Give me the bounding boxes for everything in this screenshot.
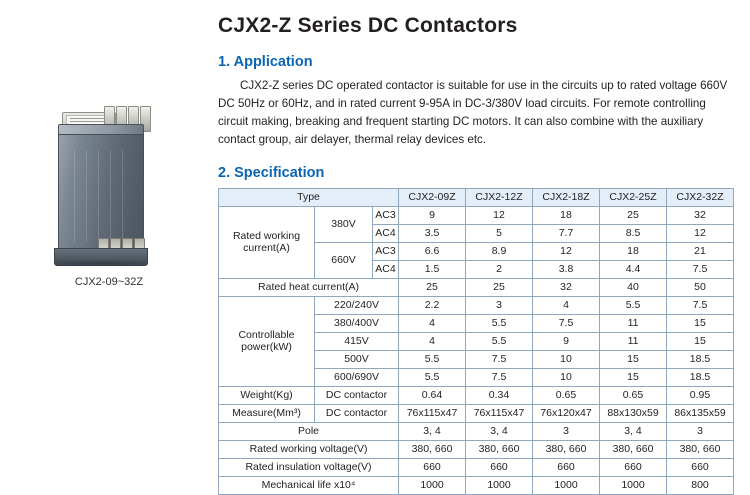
cell: 18 xyxy=(600,242,667,260)
row-sub-600-690v: 600/690V xyxy=(315,368,399,386)
content-column xyxy=(218,0,750,492)
section-number-dot-2: . xyxy=(226,164,235,181)
cell: 3, 4 xyxy=(466,422,533,440)
cell: 4 xyxy=(533,296,600,314)
page-title: CJX2-Z Series DC Contactors xyxy=(218,14,518,37)
cell: 5.5 xyxy=(600,296,667,314)
cell: 15 xyxy=(667,314,734,332)
table-row xyxy=(219,422,734,440)
row-sub-380v: 380V xyxy=(315,206,373,242)
table-header-model-4: CJX2-25Z xyxy=(600,188,667,206)
cell: 4 xyxy=(399,332,466,350)
row-label-rated-working-voltage: Rated working voltage(V) xyxy=(219,440,399,458)
cell: 7.5 xyxy=(667,296,734,314)
table-row xyxy=(219,458,734,476)
row-label-rated-heat-current: Rated heat current(A) xyxy=(219,278,399,296)
cell: 1000 xyxy=(600,476,667,494)
cell: 3.5 xyxy=(399,224,466,242)
cell: 7.7 xyxy=(533,224,600,242)
cell: 3 xyxy=(667,422,734,440)
cell: 380, 660 xyxy=(667,440,734,458)
cell: 5.5 xyxy=(466,314,533,332)
row-label-measure: Measure(Mm³) xyxy=(219,404,315,422)
cell: 3, 4 xyxy=(600,422,667,440)
application-paragraph: CJX2-Z series DC operated contactor is suitable for use in the circuits up to rated voltage 660V DC 50Hz or 60Hz, and in rated current 9-95A in DC-3/380V load circuits. For remote controlling circuit making, breaking and frequent starting DC motors. It can also combine with the auxiliary contact group, air delayer, thermal relay devices etc. xyxy=(218,79,728,146)
cell: 380, 660 xyxy=(600,440,667,458)
table-row xyxy=(219,278,734,296)
cell: 76x120x47 xyxy=(533,404,600,422)
cell: 7.5 xyxy=(667,260,734,278)
row-sub-dc-contactor: DC contactor xyxy=(315,386,399,404)
row-sub-660v: 660V xyxy=(315,242,373,278)
row-cat-ac4: AC4 xyxy=(373,260,399,278)
row-sub-dc-contactor: DC contactor xyxy=(315,404,399,422)
row-label-rated-insulation-voltage: Rated insulation voltage(V) xyxy=(219,458,399,476)
cell: 660 xyxy=(466,458,533,476)
table-header-model-2: CJX2-12Z xyxy=(466,188,533,206)
cell: 660 xyxy=(600,458,667,476)
specification-table xyxy=(218,188,734,495)
table-row xyxy=(219,206,734,224)
cell: 25 xyxy=(600,206,667,224)
table-row xyxy=(219,440,734,458)
cell: 380, 660 xyxy=(399,440,466,458)
cell: 3, 4 xyxy=(399,422,466,440)
cell: 3 xyxy=(533,422,600,440)
table-row xyxy=(219,404,734,422)
cell: 9 xyxy=(533,332,600,350)
cell: 5.5 xyxy=(399,368,466,386)
cell: 1000 xyxy=(533,476,600,494)
cell: 12 xyxy=(533,242,600,260)
cell: 76x115x47 xyxy=(399,404,466,422)
cell: 1000 xyxy=(399,476,466,494)
table-header-type: Type xyxy=(219,188,399,206)
cell: 1.5 xyxy=(399,260,466,278)
cell: 660 xyxy=(399,458,466,476)
row-label-weight: Weight(Kg) xyxy=(219,386,315,404)
section-number-2: 2 xyxy=(218,164,227,181)
cell: 15 xyxy=(667,332,734,350)
cell: 10 xyxy=(533,350,600,368)
cell: 7.5 xyxy=(466,350,533,368)
table-row xyxy=(219,476,734,494)
cell: 5.5 xyxy=(399,350,466,368)
cell: 12 xyxy=(466,206,533,224)
cell: 88x130x59 xyxy=(600,404,667,422)
table-header-model-1: CJX2-09Z xyxy=(399,188,466,206)
cell: 380, 660 xyxy=(533,440,600,458)
cell: 0.64 xyxy=(399,386,466,404)
cell: 0.95 xyxy=(667,386,734,404)
cell: 7.5 xyxy=(466,368,533,386)
photo-shadow xyxy=(50,260,154,266)
cell: 8.9 xyxy=(466,242,533,260)
row-sub-500v: 500V xyxy=(315,350,399,368)
cell: 380, 660 xyxy=(466,440,533,458)
row-cat-ac3: AC3 xyxy=(373,242,399,260)
section-title-specification: Specification xyxy=(234,164,325,181)
cell: 8.5 xyxy=(600,224,667,242)
cell: 2 xyxy=(466,260,533,278)
table-row xyxy=(219,386,734,404)
table-header-model-3: CJX2-18Z xyxy=(533,188,600,206)
cell: 76x115x47 xyxy=(466,404,533,422)
cell: 40 xyxy=(600,278,667,296)
contactor-body-ribs xyxy=(64,150,134,242)
section-title-application: Application xyxy=(233,54,313,70)
cell: 6.6 xyxy=(399,242,466,260)
cell: 11 xyxy=(600,332,667,350)
cell: 7.5 xyxy=(533,314,600,332)
cell: 5.5 xyxy=(466,332,533,350)
cell: 0.34 xyxy=(466,386,533,404)
cell: 32 xyxy=(667,206,734,224)
section-number-dot-1: . xyxy=(226,54,234,70)
cell: 18.5 xyxy=(667,368,734,386)
product-column xyxy=(0,0,218,434)
section-heading-specification xyxy=(218,165,750,181)
product-caption: CJX2-09~32Z xyxy=(74,276,144,288)
row-sub-415v: 415V xyxy=(315,332,399,350)
cell: 800 xyxy=(667,476,734,494)
cell: 660 xyxy=(667,458,734,476)
cell: 660 xyxy=(533,458,600,476)
row-cat-ac3: AC3 xyxy=(373,206,399,224)
row-sub-380-400v: 380/400V xyxy=(315,314,399,332)
cell: 11 xyxy=(600,314,667,332)
cell: 86x135x59 xyxy=(667,404,734,422)
row-label-rated-working-current: Rated working current(A) xyxy=(219,206,315,278)
section-number-1: 1 xyxy=(218,54,227,70)
table-header-model-5: CJX2-32Z xyxy=(667,188,734,206)
cell: 15 xyxy=(600,350,667,368)
cell: 3.8 xyxy=(533,260,600,278)
cell: 3 xyxy=(466,296,533,314)
cell: 0.65 xyxy=(600,386,667,404)
dc-contactor-photo xyxy=(40,88,180,268)
row-cat-ac4: AC4 xyxy=(373,224,399,242)
cell: 32 xyxy=(533,278,600,296)
cell: 10 xyxy=(533,368,600,386)
section-heading-application xyxy=(218,54,750,70)
table-header-row xyxy=(219,188,734,206)
cell: 2.2 xyxy=(399,296,466,314)
cell: 1000 xyxy=(466,476,533,494)
cell: 4 xyxy=(399,314,466,332)
cell: 5 xyxy=(466,224,533,242)
cell: 15 xyxy=(600,368,667,386)
cell: 25 xyxy=(466,278,533,296)
cell: 4.4 xyxy=(600,260,667,278)
cell: 21 xyxy=(667,242,734,260)
row-label-mechanical-life: Mechanical life x10⁴ xyxy=(219,476,399,494)
cell: 25 xyxy=(399,278,466,296)
row-sub-220-240v: 220/240V xyxy=(315,296,399,314)
row-label-pole: Pole xyxy=(219,422,399,440)
cell: 18.5 xyxy=(667,350,734,368)
cell: 0.65 xyxy=(533,386,600,404)
cell: 12 xyxy=(667,224,734,242)
row-label-controllable-power: Controllable power(kW) xyxy=(219,296,315,386)
table-row xyxy=(219,296,734,314)
cell: 18 xyxy=(533,206,600,224)
cell: 9 xyxy=(399,206,466,224)
cell: 50 xyxy=(667,278,734,296)
